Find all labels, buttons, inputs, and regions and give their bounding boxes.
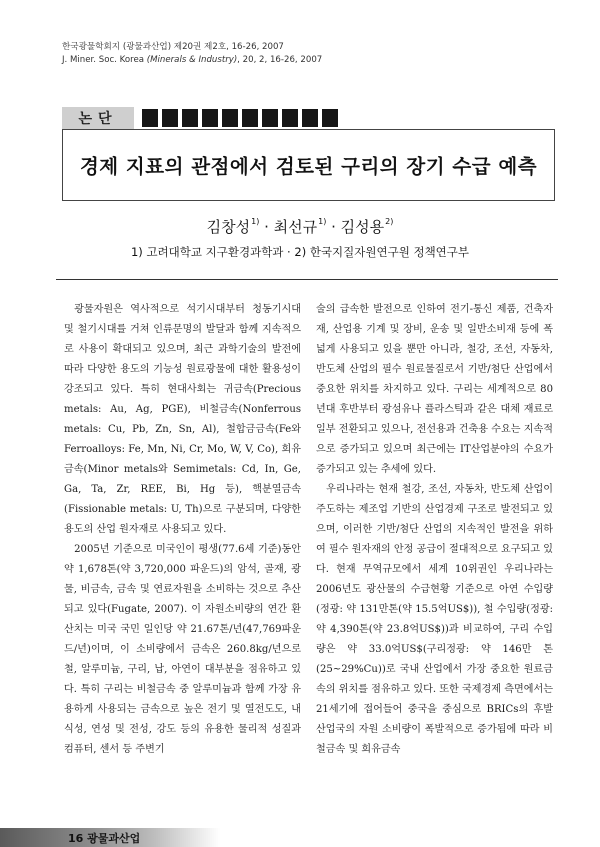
section-square (202, 109, 218, 127)
journal-header (62, 41, 322, 67)
author-affiliation-mark: 1) (318, 217, 327, 226)
author-name: 김성용 (340, 218, 385, 236)
author-list (0, 216, 600, 237)
section-label: 논단 (62, 107, 134, 129)
body-column-left (64, 300, 301, 760)
title-box (62, 129, 555, 201)
author-name: 김창성 (206, 218, 251, 236)
body-paragraph: 우리나라는 현재 철강, 조선, 자동차, 반도체 산업이 주도하는 제조업 기반의 산업경제 구조로 발전되고 있으며, 이러한 기반/첨단 산업의 지속적인 발전을 위하여 필수 원자재의 안정 공급이 절대적으로 요구되고 있다. 현재 무역규모에서 세계 10위권인 우리나라는 2006년도 광산물의 수급현황 기준으로 아연 수입량(정광: 약 131만톤(약 15.5억US$)), 철 수입량(정광: 약 4,390톤(약 23.8억US$))과 비교하여, 구리 수입량은 약 33.0억US$(구리정광: 약 146만 톤(25~29%Cu))로 국내 산업에서 가장 중요한 원료금속의 위치를 점유하고 있다. 또한 국제경제 측면에서는 21세기에 접어들어 중국을 중심으로 BRICs의 후발 산업국의 자원 소비량이 폭발적으로 증가됨에 따라 비철금속 및 희유금속 (316, 484, 553, 755)
body-paragraph: 술의 급속한 발전으로 인하여 전기-통신 제품, 건축자재, 산업용 기계 및 장비, 운송 및 일반소비재 등에 폭 넓게 사용되고 있을 뿐만 아니라, 철강, 조선, 자동차, 반도체 산업의 필수 원료물질로서 기반/첨단 산업에서 중요한 위치를 차지하고 있다. 구리는 세계적으로 80년대 후반부터 광섬유나 플라스틱과 같은 대체 재료로 일부 전환되고 있으나, 전선용과 건축용 수요는 지속적으로 증가되고 있으며 최근에는 IT산업분야의 수요가 증가되고 있는 추세에 있다. (316, 304, 553, 475)
author-name: 최선규 (273, 218, 318, 236)
section-square (282, 109, 298, 127)
body-paragraph: 광물자원은 역사적으로 석기시대부터 청동기시대 및 철기시대를 거쳐 인류문명의 발달과 함께 지속적으로 사용이 확대되고 있으며, 최근 과학기술의 발전에 따라 다양한 용도의 기능성 원료광물에 대한 활용성이 강조되고 있다. 특히 현대사회는 귀금속(Precious metals: Au, Ag, PGE), 비철금속(Nonferrous metals: Cu, Pb, Zn, Sn, Al), 철합금금속(Fe와 Ferroalloys: Fe, Mn, Ni, Cr, Mo, W, V, Co), 희유금속(Minor metals와 Semimetals: Cd, In, Ge, Ga, Ta, Zr, REE, Bi, Hg 등), 핵분열금속(Fissionable metals: U, Th)으로 구분되며, 다양한 용도의 산업 원자재로 사용되고 있다. (64, 304, 301, 535)
section-square (162, 109, 178, 127)
affiliation: 1) 고려대학교 지구환경과학과 · 2) 한국지질자원연구원 정책연구부 (130, 245, 470, 259)
paper-title: 경제 지표의 관점에서 검토된 구리의 장기 수급 예측 (79, 155, 538, 178)
section-square (322, 109, 338, 127)
author-affiliation-mark: 2) (385, 217, 394, 226)
section-square (222, 109, 238, 127)
section-square (262, 109, 278, 127)
section-square (182, 109, 198, 127)
section-square (142, 109, 158, 127)
page-footer (0, 828, 220, 847)
header-divider (56, 279, 558, 280)
section-square (302, 109, 318, 127)
section-bar (62, 107, 342, 129)
journal-header-korean: 한국광물학회지 (광물과산업) 제20권 제2호, 16-26, 2007 (62, 42, 284, 52)
author-separator: · (326, 218, 341, 236)
page-number-label: 16 광물과산업 (68, 831, 141, 845)
section-squares (142, 109, 342, 127)
journal-header-english: J. Miner. Soc. Korea (Minerals & Industry), 20, 2, 16-26, 2007 (62, 55, 323, 65)
author-affiliation-mark: 1) (251, 217, 260, 226)
body-column-right (316, 300, 553, 760)
author-separator: · (259, 218, 274, 236)
body-paragraph: 2005년 기준으로 미국인이 평생(77.6세 기준)동안 약 1,678톤(약 3,720,000 파운드)의 암석, 골재, 광물, 비금속, 금속 및 연료자원을 소비하는 것으로 추산되고 있다(Fugate, 2007). 이 자원소비량의 연간 환산치는 미국 국민 일인당 약 21.67톤/년(47,769파운드/년)이며, 이 소비량에서 금속은 260.8kg/년으로 철, 알루미늄, 구리, 납, 아연이 대부분을 점유하고 있다. 특히 구리는 비철금속 중 알루미늄과 함께 가장 유용하게 사용되는 금속으로 높은 전기 및 열전도도, 내식성, 연성 및 전성, 강도 등의 유용한 물리적 성질과 컴퓨터, 센서 등 주변기 (64, 544, 301, 755)
section-square (242, 109, 258, 127)
